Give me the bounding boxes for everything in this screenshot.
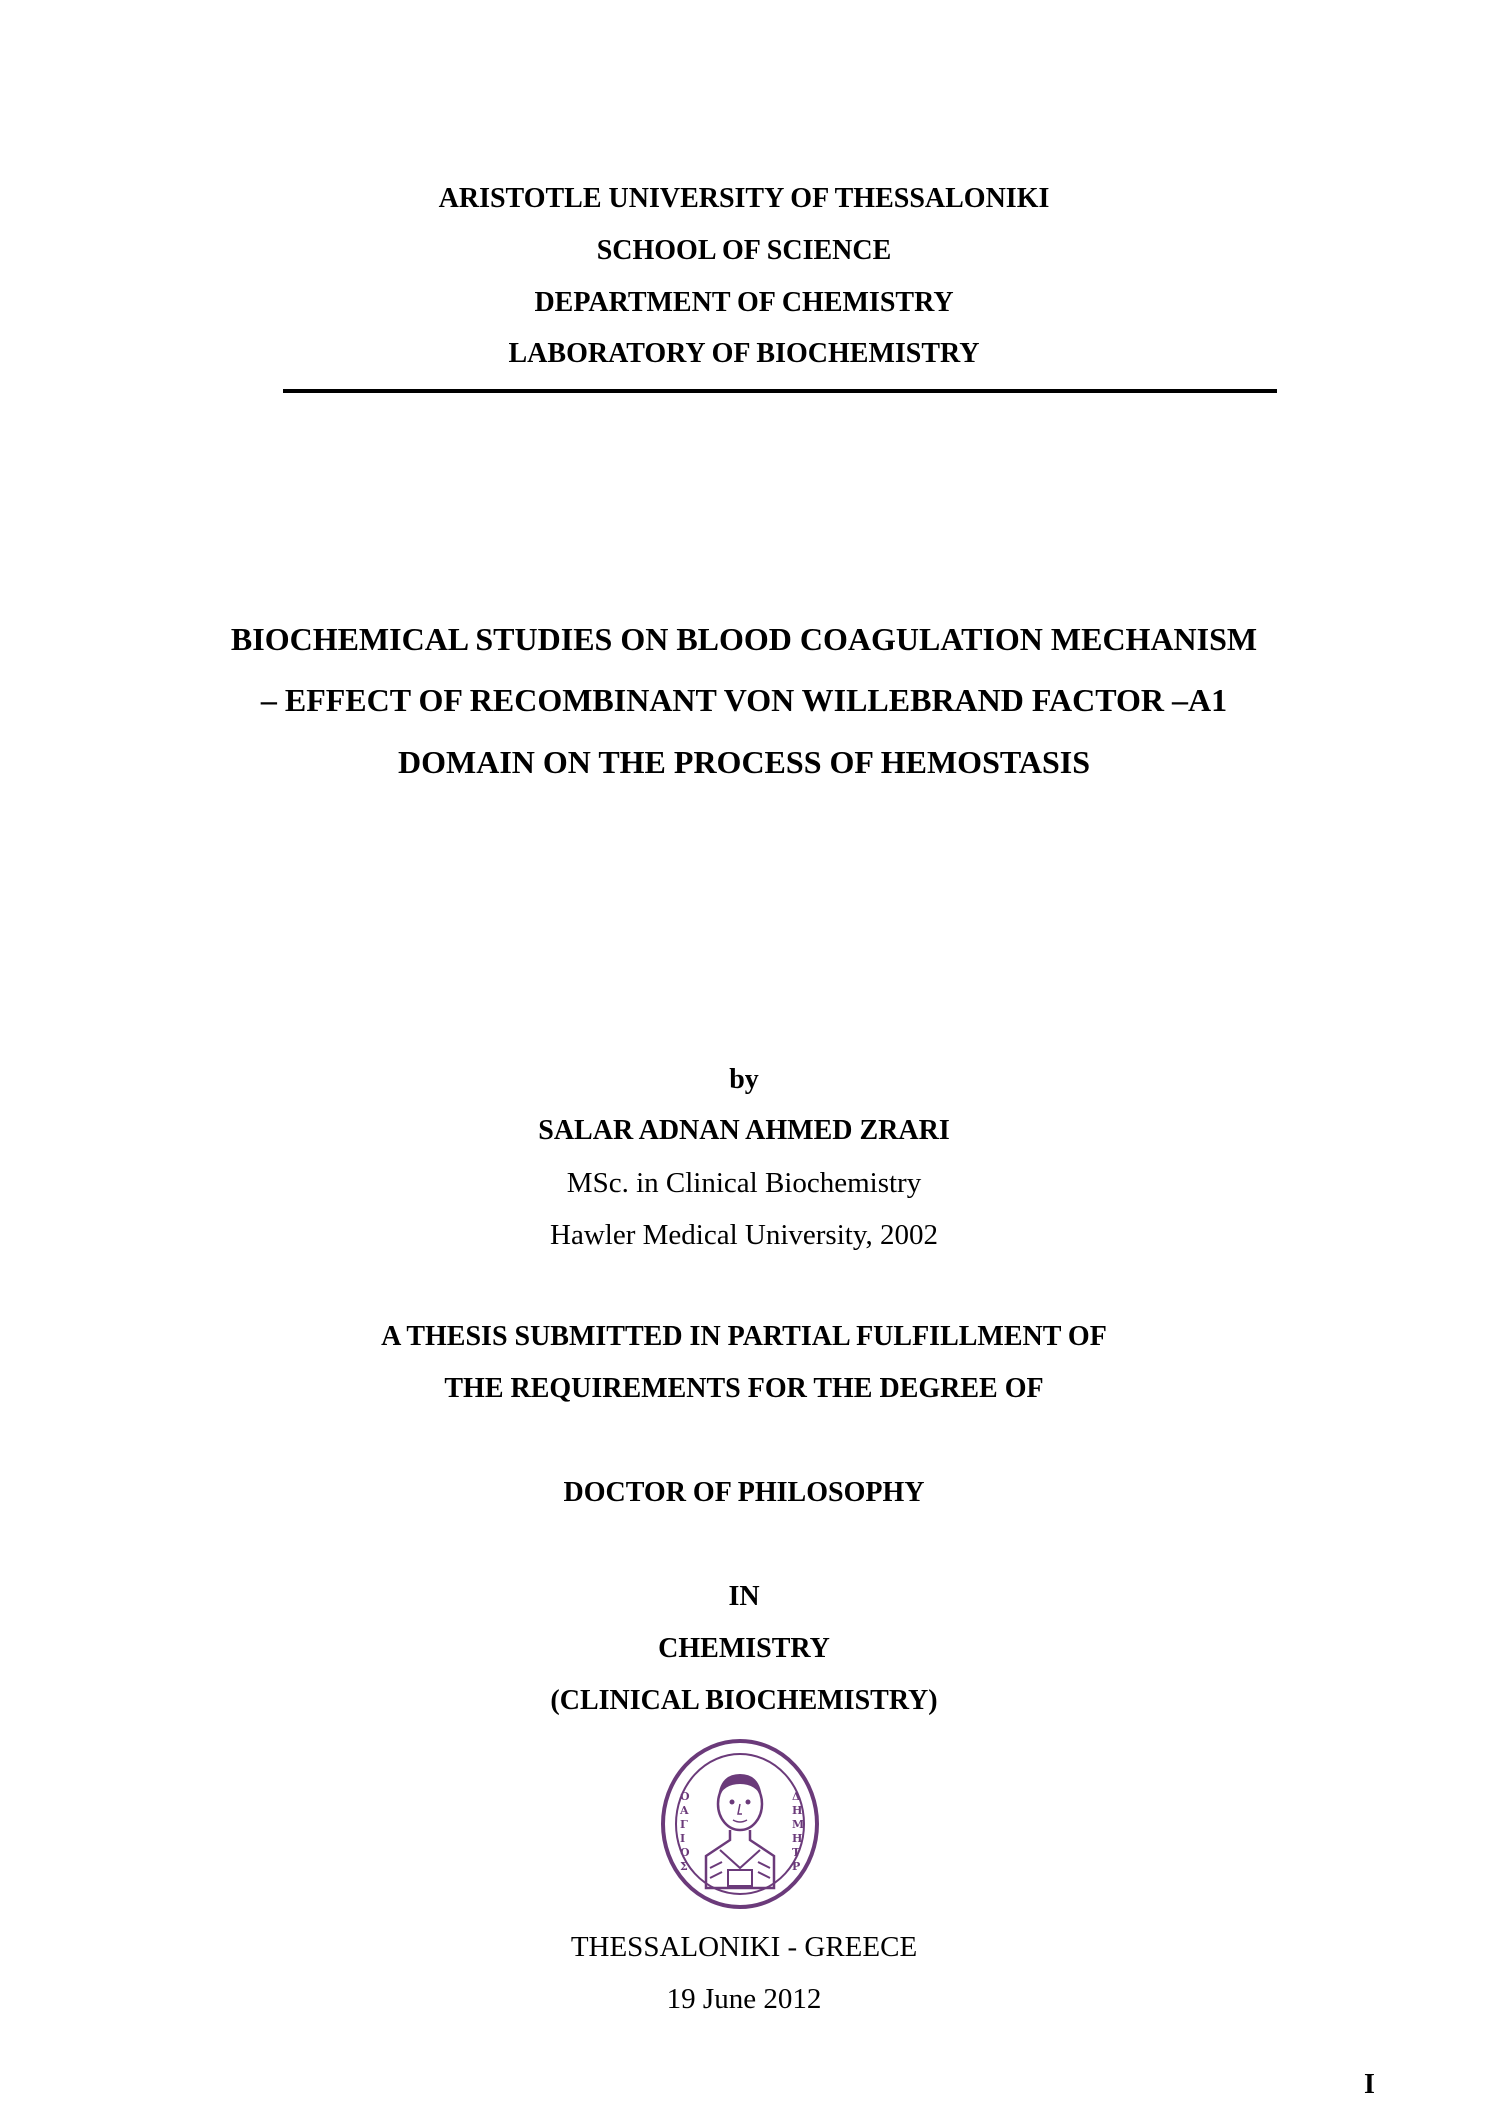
page-number: I bbox=[1364, 2069, 1375, 2100]
title-line-3: DOMAIN ON THE PROCESS OF HEMOSTASIS bbox=[398, 744, 1090, 780]
statement-line-1: A THESIS SUBMITTED IN PARTIAL FULFILLMENT OF bbox=[381, 1321, 1107, 1352]
svg-text:Η: Η bbox=[792, 1804, 803, 1817]
university-name: ARISTOTLE UNIVERSITY OF THESSALONIKI bbox=[438, 183, 1050, 214]
submission-date: 19 June 2012 bbox=[666, 1983, 822, 2015]
svg-text:Σ: Σ bbox=[680, 1860, 688, 1873]
svg-text:Ρ: Ρ bbox=[792, 1860, 801, 1873]
author-degree: MSc. in Clinical Biochemistry bbox=[566, 1167, 922, 1199]
author-institution: Hawler Medical University, 2002 bbox=[550, 1219, 938, 1251]
field-name: CHEMISTRY bbox=[658, 1633, 830, 1664]
university-seal-icon bbox=[660, 1738, 820, 1910]
svg-text:Η: Η bbox=[792, 1832, 803, 1845]
degree-title: DOCTOR OF PHILOSOPHY bbox=[563, 1477, 925, 1508]
header-divider bbox=[283, 389, 1277, 393]
svg-text:Γ: Γ bbox=[680, 1818, 688, 1831]
svg-text:Ο: Ο bbox=[680, 1846, 690, 1859]
laboratory-name: LABORATORY OF BIOCHEMISTRY bbox=[508, 338, 980, 369]
title-line-1: BIOCHEMICAL STUDIES ON BLOOD COAGULATION MECHANISM bbox=[230, 621, 1258, 657]
svg-text:Ι: Ι bbox=[680, 1832, 686, 1845]
svg-text:Τ: Τ bbox=[792, 1846, 801, 1859]
svg-text:Ο: Ο bbox=[680, 1790, 690, 1803]
svg-text:Μ: Μ bbox=[792, 1818, 805, 1831]
department-name: DEPARTMENT OF CHEMISTRY bbox=[534, 287, 954, 318]
author-name: SALAR ADNAN AHMED ZRARI bbox=[538, 1115, 950, 1146]
statement-line-2: THE REQUIREMENTS FOR THE DEGREE OF bbox=[444, 1373, 1044, 1404]
by-label: by bbox=[729, 1064, 759, 1095]
location: THESSALONIKI - GREECE bbox=[570, 1931, 918, 1963]
svg-text:Α: Α bbox=[680, 1804, 689, 1817]
svg-text:Δ: Δ bbox=[792, 1790, 801, 1803]
school-name: SCHOOL OF SCIENCE bbox=[596, 235, 892, 266]
subfield-name: (CLINICAL BIOCHEMISTRY) bbox=[550, 1685, 938, 1716]
title-line-2: – EFFECT OF RECOMBINANT VON WILLEBRAND FACTOR –A1 bbox=[260, 682, 1228, 718]
in-label: IN bbox=[728, 1581, 760, 1612]
